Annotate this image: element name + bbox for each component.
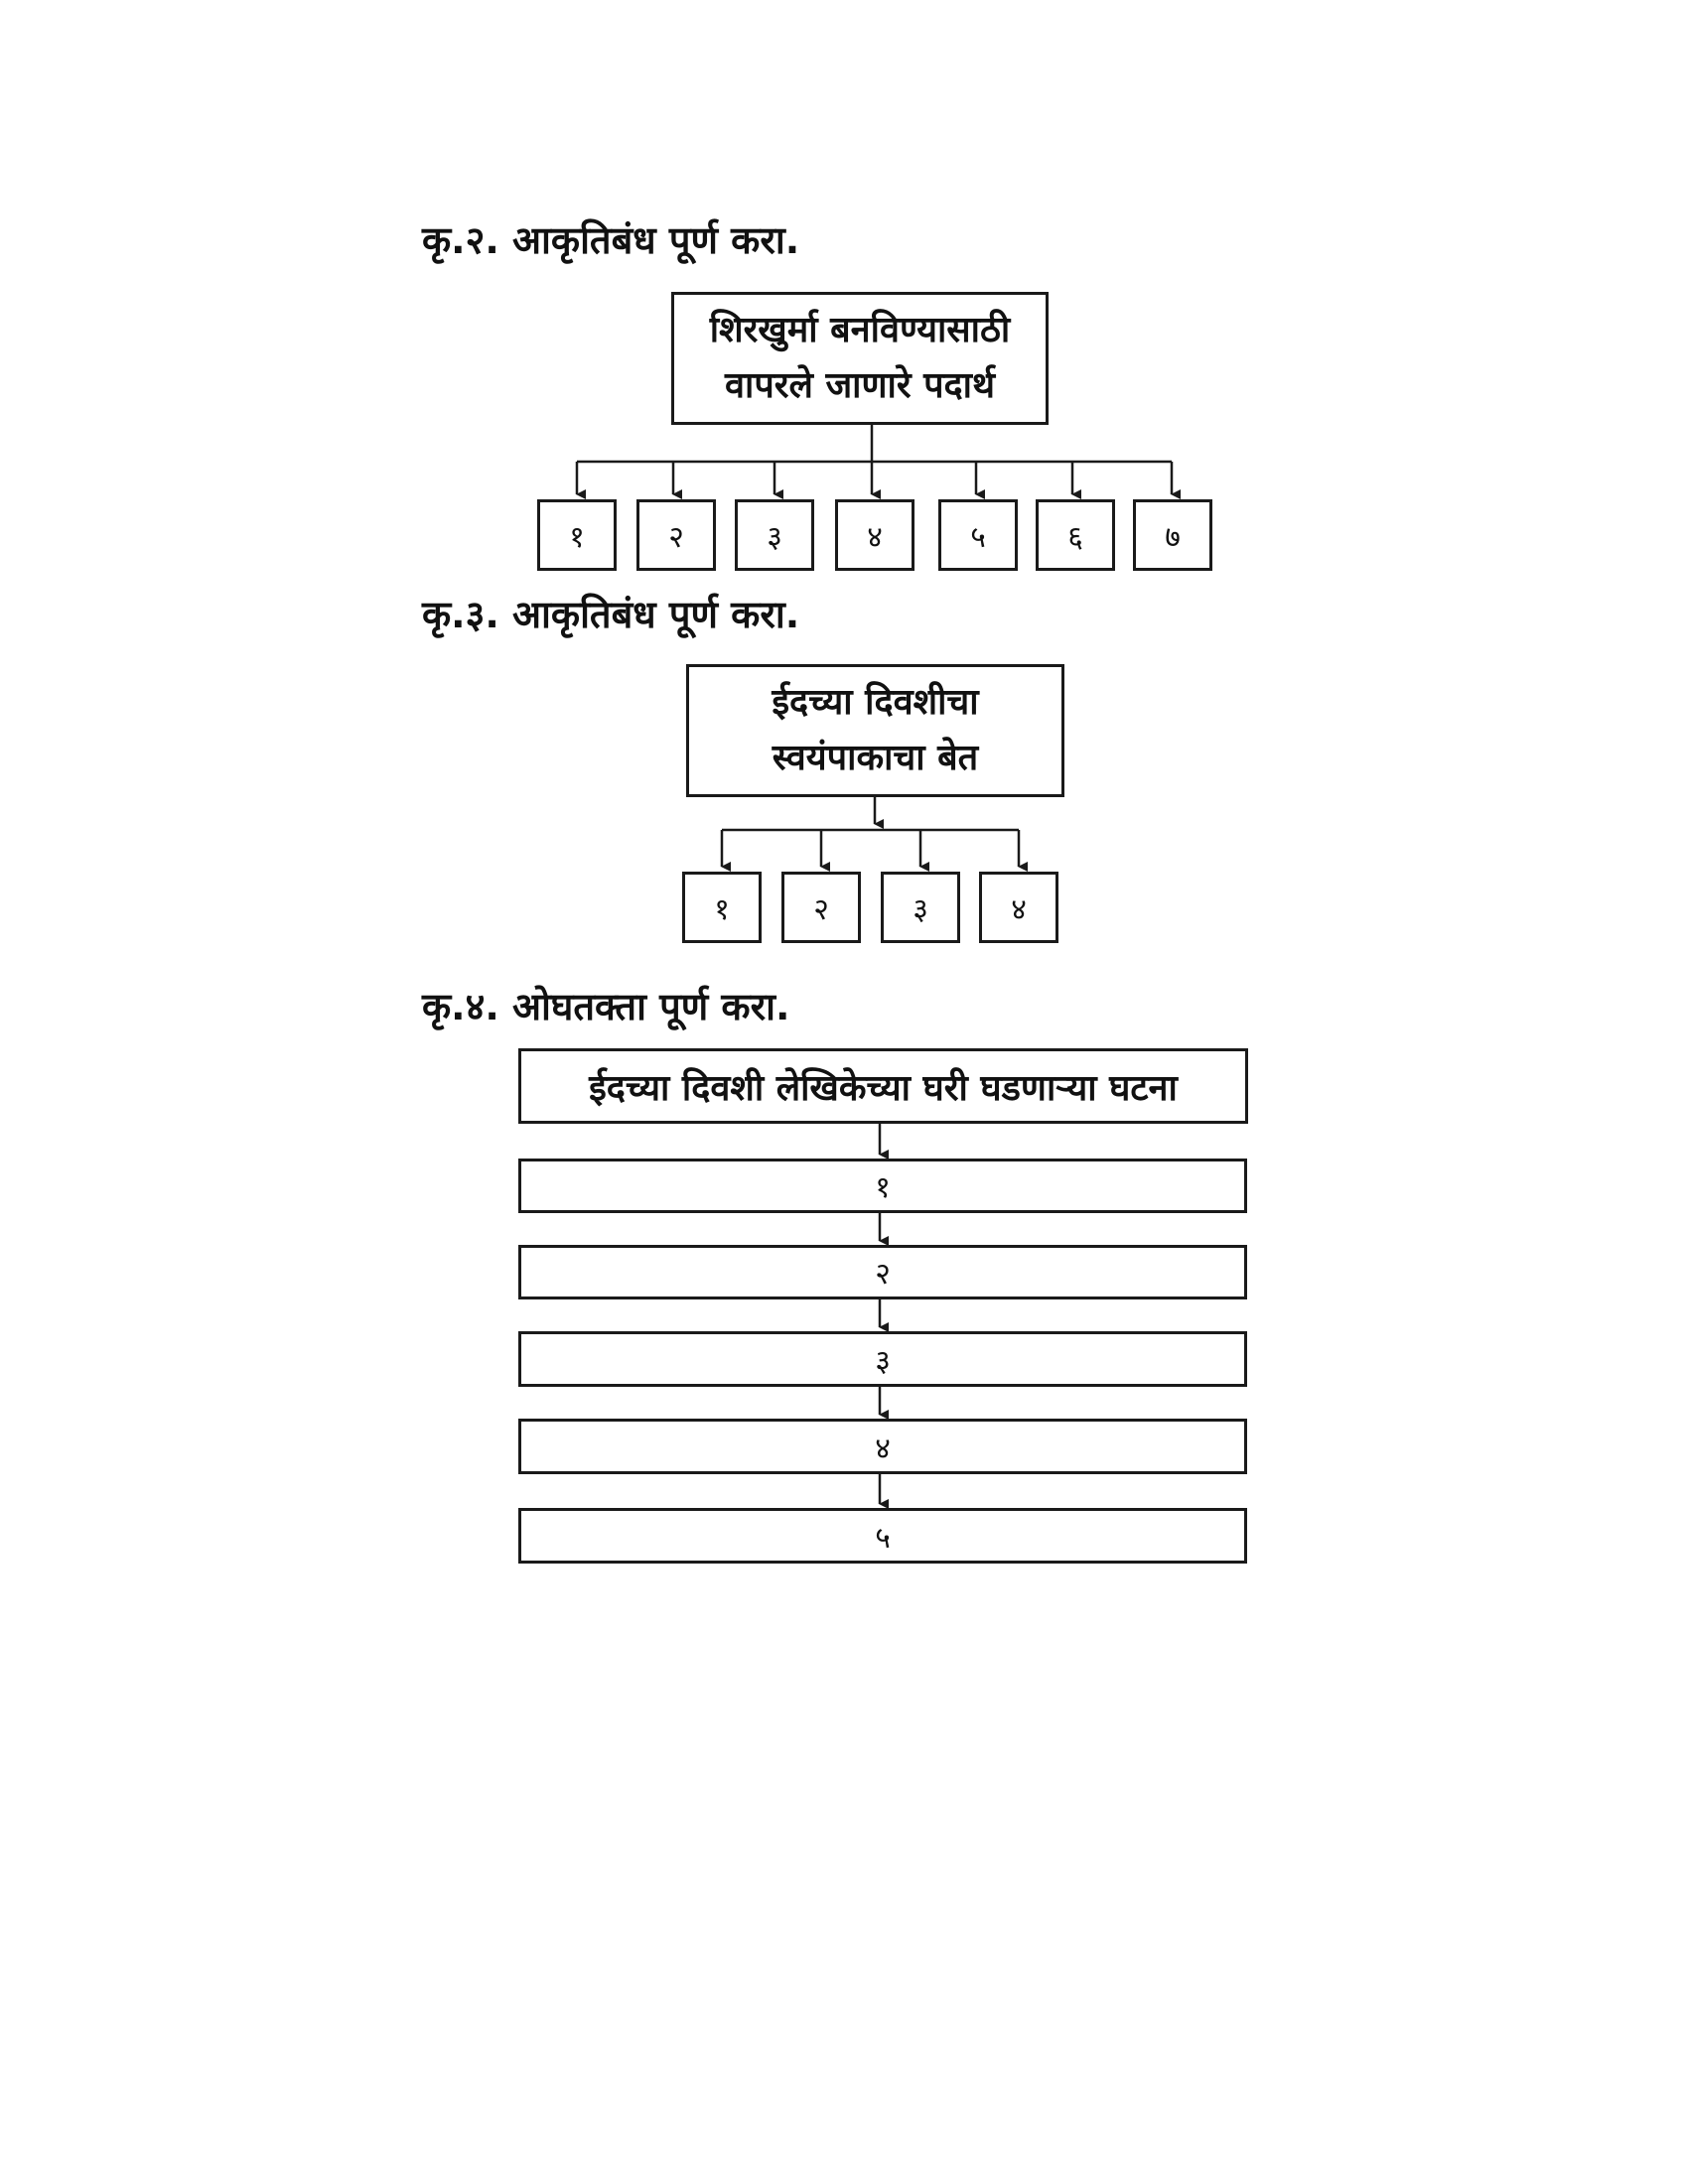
- q2-answer-box-5[interactable]: ५: [938, 499, 1018, 571]
- q4-step-box-2[interactable]: २: [518, 1245, 1247, 1299]
- q3-answer-box-1[interactable]: १: [682, 872, 762, 943]
- q4-step-box-5[interactable]: ५: [518, 1508, 1247, 1564]
- q3-title-line1: ईदच्या दिवशीचा: [772, 682, 979, 724]
- q3-answer-box-2[interactable]: २: [781, 872, 861, 943]
- q2-answer-box-7[interactable]: ७: [1133, 499, 1212, 571]
- q2-answer-box-2[interactable]: २: [636, 499, 716, 571]
- q2-title-line2: वापरले जाणारे पदार्थ: [724, 365, 995, 406]
- q3-heading: कृ.३. आकृतिबंध पूर्ण करा.: [422, 593, 800, 636]
- q2-heading: कृ.२. आकृतिबंध पूर्ण करा.: [422, 218, 800, 262]
- q3-title-box: [686, 664, 1064, 797]
- q3-answer-box-4[interactable]: ४: [979, 872, 1058, 943]
- q3-title-line2: स्वयंपाकाचा बेत: [772, 738, 979, 778]
- q4-step-box-1[interactable]: १: [518, 1159, 1247, 1213]
- q2-answer-box-3[interactable]: ३: [735, 499, 814, 571]
- q4-step-box-3[interactable]: ३: [518, 1331, 1247, 1387]
- q2-answer-box-4[interactable]: ४: [835, 499, 914, 571]
- q3-answer-box-3[interactable]: ३: [881, 872, 960, 943]
- q2-answer-box-6[interactable]: ६: [1036, 499, 1115, 571]
- q2-title-line1: शिरखुर्मा बनविण्यासाठी: [709, 310, 1011, 351]
- q2-title-box: [671, 292, 1049, 425]
- q4-step-box-4[interactable]: ४: [518, 1419, 1247, 1474]
- q2-answer-box-1[interactable]: १: [537, 499, 617, 571]
- q4-heading: कृ.४. ओघतक्ता पूर्ण करा.: [422, 985, 790, 1028]
- q4-title-box: ईदच्या दिवशी लेखिकेच्या घरी घडणाऱ्या घटना: [518, 1048, 1248, 1124]
